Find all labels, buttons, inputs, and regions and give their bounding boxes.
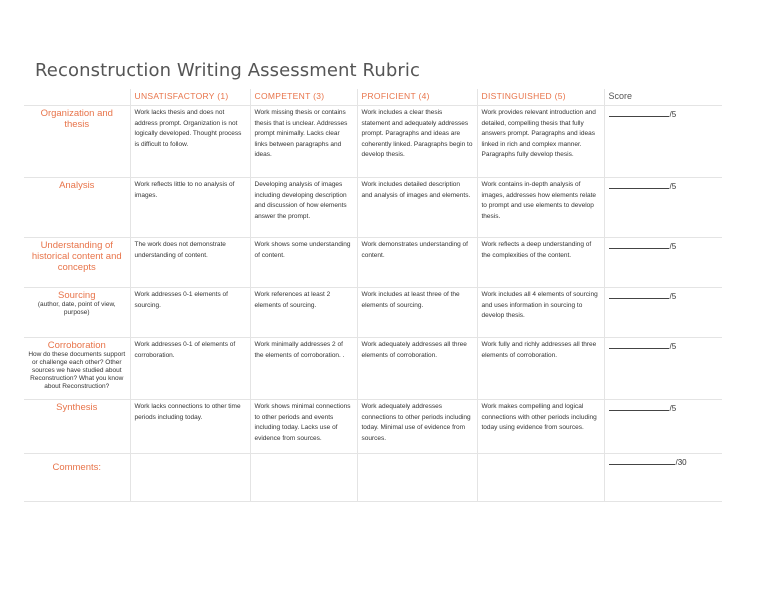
comment-cell[interactable] — [357, 454, 477, 502]
table-cell: Work references at least 2 elements of sourcing. — [250, 288, 357, 338]
page-title: Reconstruction Writing Assessment Rubric — [35, 60, 420, 81]
table-row — [24, 454, 722, 502]
row-label: Sourcing (author, date, point of view, purpose) — [24, 288, 130, 338]
row-sublabel: How do these documents support or challenge each other? Other sources we have studied about Reconstruction? What you know about Reconstruction? — [28, 351, 126, 390]
table-cell: Work contains in-depth analysis of images, addresses how elements relate to prompt and use elements to develop thesis. — [477, 178, 604, 238]
score-field[interactable]: /5 — [604, 400, 722, 454]
table-cell: Work includes all 4 elements of sourcing and uses information in sourcing to develop thesis. — [477, 288, 604, 338]
comment-cell[interactable] — [250, 454, 357, 502]
score-field[interactable]: /5 — [604, 288, 722, 338]
table-row — [24, 238, 722, 288]
row-label: Corroboration How do these documents support or challenge each other? Other sources we have studied about Reconstruction? What you know about Reconstruction? — [24, 338, 130, 400]
table-cell: Work shows some understanding of content. — [250, 238, 357, 288]
table-cell: Work includes at least three of the elements of sourcing. — [357, 288, 477, 338]
score-field[interactable]: /5 — [604, 338, 722, 400]
table-cell: Work reflects a deep understanding of the complexities of the content. — [477, 238, 604, 288]
row-label: Organization and thesis — [24, 106, 130, 178]
header-corner — [24, 89, 130, 106]
table-cell: Work includes a clear thesis statement and adequately addresses prompt. Paragraphs and ideas are coherently linked. Paragraphs begin to develop thesis. — [357, 106, 477, 178]
table-cell: Work missing thesis or contains thesis that is unclear. Addresses prompt minimally. Lacks clear links between paragraphs and ideas. — [250, 106, 357, 178]
table-cell: Work shows minimal connections to other periods and events including today. Lacks use of evidence from sources. — [250, 400, 357, 454]
table-cell: Work minimally addresses 2 of the elements of corroboration. . — [250, 338, 357, 400]
header-proficient: PROFICIENT (4) — [357, 89, 477, 106]
table-cell: Work fully and richly addresses all three elements of corroboration. — [477, 338, 604, 400]
table-cell: Work makes compelling and logical connections with other periods including today using evidence from sources. — [477, 400, 604, 454]
table-row — [24, 178, 722, 238]
table-cell: Work demonstrates understanding of content. — [357, 238, 477, 288]
table-cell: Developing analysis of images including developing description and discussion of how elements answer the prompt. — [250, 178, 357, 238]
header-distinguished: DISTINGUISHED (5) — [477, 89, 604, 106]
score-field[interactable]: /5 — [604, 238, 722, 288]
table-row — [24, 400, 722, 454]
row-sublabel: (author, date, point of view, purpose) — [37, 301, 116, 316]
comment-cell[interactable] — [130, 454, 250, 502]
score-field[interactable]: /5 — [604, 178, 722, 238]
table-cell: Work addresses 0-1 elements of sourcing. — [130, 288, 250, 338]
score-field[interactable]: /5 — [604, 106, 722, 178]
header-unsatisfactory: UNSATISFACTORY (1) — [130, 89, 250, 106]
header-competent: COMPETENT (3) — [250, 89, 357, 106]
table-cell: Work includes detailed description and analysis of images and elements. — [357, 178, 477, 238]
table-cell: Work adequately addresses connections to other periods including today. Minimal use of evidence from sources. — [357, 400, 477, 454]
table-cell: Work lacks connections to other time periods including today. — [130, 400, 250, 454]
row-label: Synthesis — [24, 400, 130, 454]
table-row — [24, 288, 722, 338]
rubric-table — [24, 89, 722, 502]
table-cell: Work lacks thesis and does not address prompt. Organization is not logically developed. Thought process is difficult to follow. — [130, 106, 250, 178]
table-cell: Work provides relevant introduction and detailed, compelling thesis that fully answers prompt. Paragraphs and ideas linked in rich and complex manner. Paragraphs fully develop thesis. — [477, 106, 604, 178]
comment-cell[interactable] — [477, 454, 604, 502]
row-label: Analysis — [24, 178, 130, 238]
total-score-field[interactable]: /30 — [604, 454, 722, 502]
header-score: Score — [604, 89, 722, 106]
header-row — [24, 89, 722, 106]
table-cell: Work adequately addresses all three elements of corroboration. — [357, 338, 477, 400]
table-row — [24, 106, 722, 178]
table-cell: Work addresses 0-1 of elements of corroboration. — [130, 338, 250, 400]
row-label: Understanding of historical content and concepts — [24, 238, 130, 288]
table-cell: The work does not demonstrate understanding of content. — [130, 238, 250, 288]
row-label: Comments: — [24, 454, 130, 502]
table-cell: Work reflects little to no analysis of images. — [130, 178, 250, 238]
table-row — [24, 338, 722, 400]
